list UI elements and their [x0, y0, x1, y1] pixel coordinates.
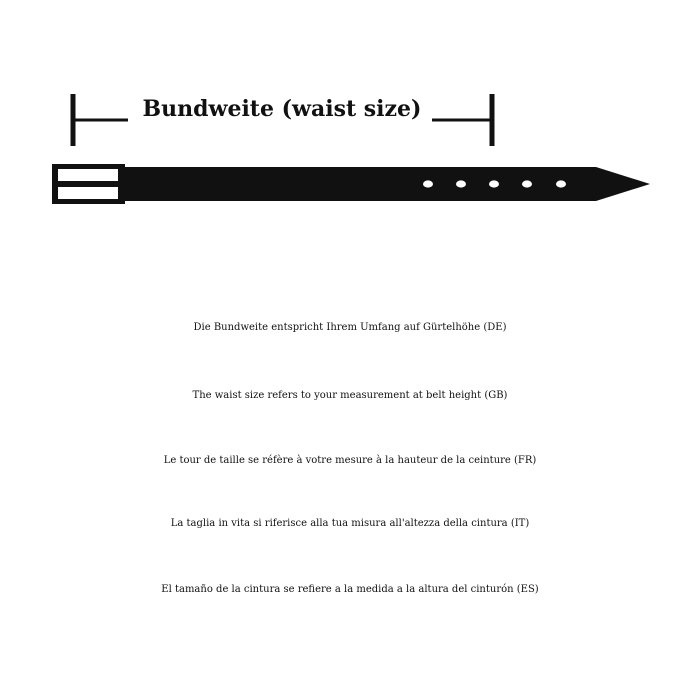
belt-hole — [456, 180, 466, 187]
description-fr: Le tour de taille se réfère à votre mesure à la hauteur de la ceinture (FR) — [163, 455, 537, 466]
belt-diagram — [0, 0, 700, 230]
description-it: La taglia in vita si riferisce alla tua misura all'altezza della cintura (IT) — [170, 518, 530, 529]
measure-label: Bundweite (waist size) — [142, 96, 422, 122]
description-es: El tamaño de la cintura se refiere a la medida a la altura del cinturón (ES) — [161, 584, 539, 595]
belt-hole — [423, 180, 433, 187]
description-de: Die Bundweite entspricht Ihrem Umfang auf Gürtelhöhe (DE) — [193, 322, 507, 333]
belt-strap — [120, 167, 650, 201]
belt — [52, 164, 650, 204]
belt-buckle — [52, 164, 125, 204]
belt-hole — [522, 180, 532, 187]
belt-hole — [489, 180, 499, 187]
buckle-slot-bottom — [58, 187, 118, 199]
buckle-slot-top — [58, 169, 118, 181]
waist-measure-line — [73, 92, 492, 146]
belt-hole — [556, 180, 566, 187]
description-gb: The waist size refers to your measurement at belt height (GB) — [192, 390, 508, 401]
